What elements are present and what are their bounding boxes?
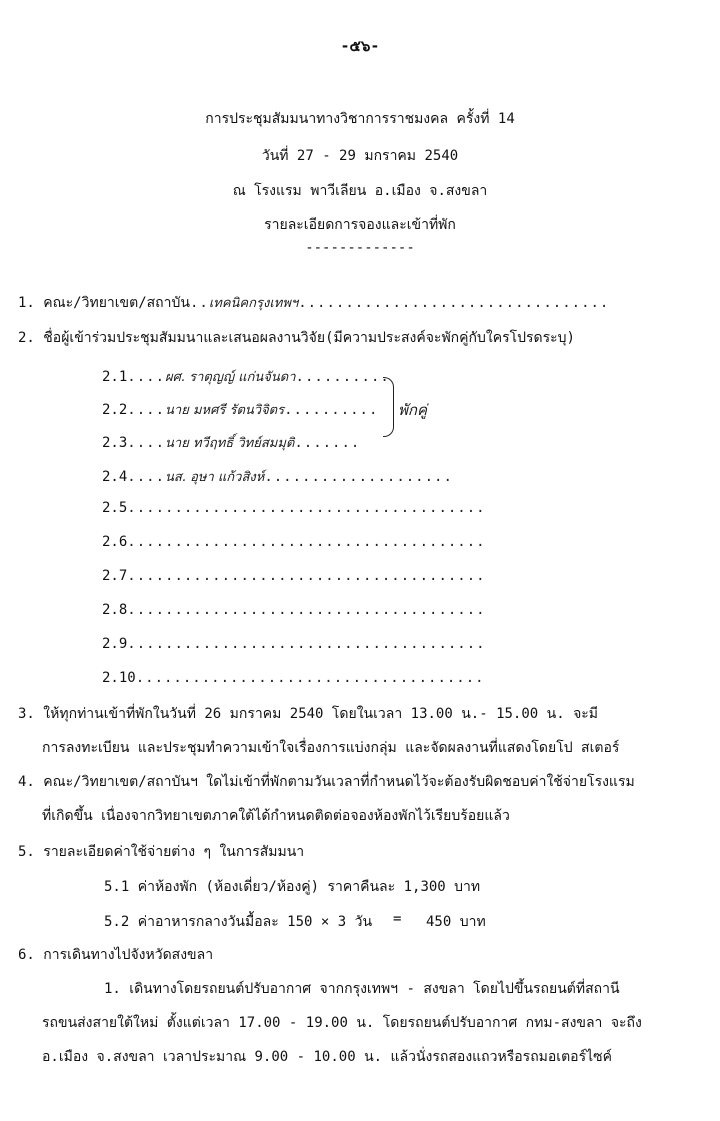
item4-line1 bbox=[18, 771, 635, 793]
item5-number: 5. bbox=[18, 844, 35, 860]
meal-cost-formula: 5.2 ค่าอาหารกลางวันมื้อละ 150 × 3 วัน bbox=[104, 914, 373, 930]
item2-number: 2. bbox=[18, 330, 35, 346]
participant-row: 2.5...................................... bbox=[102, 500, 486, 516]
item4-text2: ที่เกิดขึ้น เนื่องจากวิทยาเขตภาคใต้ได้กำหนดติดต่อจองห้องพักไว้เรียบร้อยแล้ว bbox=[42, 808, 510, 824]
item1-dots-a: .. bbox=[189, 295, 209, 311]
participant-row: 2.8...................................... bbox=[102, 602, 486, 618]
header-title: การประชุมสัมมนาทางวิชาการราชมงคล ครั้งที่ 14 bbox=[205, 111, 515, 127]
item5-room-cost: 5.1 ค่าห้องพัก (ห้องเดี่ยว/ห้องคู่) ราคาคืนละ 1,300 บาท bbox=[104, 879, 481, 895]
participant-name: นาย ทวีฤทธิ์ วิทย์สมมุติ bbox=[165, 436, 295, 451]
participant-row: 2.10..................................... bbox=[102, 670, 485, 686]
item6-text3: อ.เมือง จ.สงขลา เวลาประมาณ 9.00 - 10.00 น. แล้วนั่งรถสองแถวหรือรถมอเตอร์ไซค์ bbox=[42, 1049, 613, 1065]
participant-number: 2.1 bbox=[102, 369, 128, 385]
participant-number: 2.10 bbox=[102, 670, 136, 686]
participant-row: 2.9...................................... bbox=[102, 636, 486, 652]
item6-number: 6. bbox=[18, 947, 35, 963]
item6-label: การเดินทางไปจังหวัดสงขลา bbox=[43, 947, 214, 963]
participant-number: 2.5 bbox=[102, 500, 128, 516]
participant-number: 2.7 bbox=[102, 568, 128, 584]
header-subtitle: รายละเอียดการจองและเข้าที่พัก bbox=[264, 217, 456, 233]
participant-number: 2.8 bbox=[102, 602, 128, 618]
item6-text2: รถขนส่งสายใต้ใหม่ ตั้งแต่เวลา 17.00 - 19.00 น. โดยรถยนต์ปรับอากาศ กทม-สงขลา จะถึง bbox=[42, 1015, 642, 1031]
participant-name: นาย มหศรี รัตนวิจิตร bbox=[165, 403, 285, 418]
participant-row: 2.4....นส. อุษา แก้วสิงห์.................... bbox=[102, 469, 453, 485]
item1-label: คณะ/วิทยาเขต/สถาบัน bbox=[43, 295, 190, 311]
item5-label: รายละเอียดค่าใช้จ่ายต่าง ๆ ในการสัมมนา bbox=[43, 844, 305, 860]
participant-number: 2.9 bbox=[102, 636, 128, 652]
header-venue: ณ โรงแรม พาวีเลียน อ.เมือง จ.สงขลา bbox=[232, 183, 488, 199]
item4-text1: คณะ/วิทยาเขต/สถาบันฯ ใดไม่เข้าที่พักตามวันเวลาที่กำหนดไว้จะต้องรับผิดชอบค่าใช้จ่ายโรงแรม bbox=[43, 774, 635, 790]
item2-heading bbox=[18, 327, 575, 349]
item2-label: ชื่อผู้เข้าร่วมประชุมสัมมนาและเสนอผลงานวิจัย(มีความประสงค์จะพักคู่กับใครโปรดระบุ) bbox=[43, 330, 575, 346]
item3-number: 3. bbox=[18, 706, 35, 722]
participant-number: 2.4 bbox=[102, 469, 128, 485]
participant-row: 2.1....ผศ. ราตุญญ์ แก่นจันดา.......... bbox=[102, 369, 390, 385]
participant-number: 2.2 bbox=[102, 402, 128, 418]
participant-name: ผศ. ราตุญญ์ แก่นจันดา bbox=[165, 370, 296, 385]
item4-number: 4. bbox=[18, 774, 35, 790]
item6-heading bbox=[18, 944, 213, 966]
item1-row bbox=[18, 292, 609, 314]
participant-name: นส. อุษา แก้วสิงห์ bbox=[165, 470, 265, 485]
participant-row: 2.3....นาย ทวีฤทธิ์ วิทย์สมมุติ....... bbox=[102, 435, 361, 451]
page-number: -๕๖- bbox=[340, 37, 380, 55]
item1-dots-b: ................................. bbox=[298, 295, 610, 311]
item3-line1 bbox=[18, 703, 598, 725]
item1-value: เทคนิคกรุงเทพฯ bbox=[208, 296, 299, 311]
header-rule: ------------- bbox=[305, 240, 415, 256]
meal-cost-total: 450 บาท bbox=[426, 914, 486, 930]
item3-text2: การลงทะเบียน และประชุมทำความเข้าใจเรื่องการแบ่งกลุ่ม และจัดผลงานที่แสดงโดยโป สเตอร์ bbox=[42, 740, 620, 756]
item6-text1: 1. เดินทางโดยรถยนต์ปรับอากาศ จากกรุงเทพฯ - สงขลา โดยไปขึ้นรถยนต์ที่สถานี bbox=[104, 981, 620, 997]
participant-row: 2.2....นาย มหศรี รัตนวิจิตร.......... bbox=[102, 402, 379, 418]
participant-number: 2.6 bbox=[102, 534, 128, 550]
item1-number: 1. bbox=[18, 295, 35, 311]
header-dates: วันที่ 27 - 29 มกราคม 2540 bbox=[261, 148, 459, 164]
pair-note: พักคู่ bbox=[398, 401, 428, 419]
meal-cost-equals: = bbox=[393, 911, 402, 927]
participant-row: 2.6...................................... bbox=[102, 534, 486, 550]
participant-row: 2.7...................................... bbox=[102, 568, 486, 584]
item3-text1: ให้ทุกท่านเข้าที่พักในวันที่ 26 มกราคม 2540 โดยในเวลา 13.00 น.- 15.00 น. จะมี bbox=[43, 706, 599, 722]
pair-brace bbox=[383, 377, 394, 437]
item5-heading bbox=[18, 841, 304, 863]
item5-meal-cost bbox=[104, 911, 372, 933]
participant-number: 2.3 bbox=[102, 435, 128, 451]
